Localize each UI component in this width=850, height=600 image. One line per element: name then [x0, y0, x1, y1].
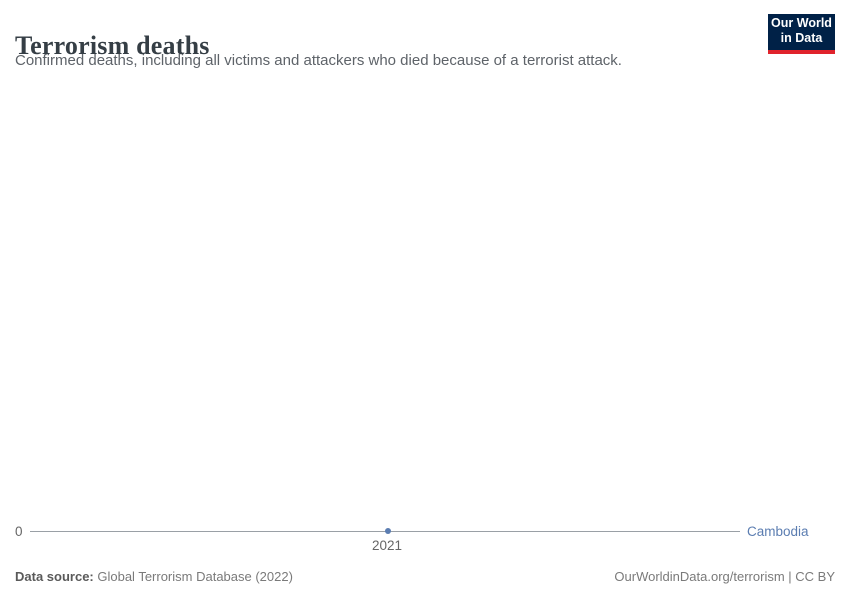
data-source-note: [15, 569, 293, 584]
data-source-value: Global Terrorism Database (2022): [93, 569, 293, 584]
owid-logo-line1: Our World: [771, 16, 832, 30]
data-source-label: Data source:: [15, 569, 94, 584]
x-axis-tick-2021: 2021: [371, 538, 403, 553]
y-axis-zero-label: 0: [15, 524, 23, 539]
chart-subtitle: Confirmed deaths, including all victims and attackers who died because of a terrorist attack.: [15, 52, 622, 69]
data-point-cambodia-2021[interactable]: [385, 528, 391, 534]
owid-credit-link[interactable]: OurWorldinData.org/terrorism | CC BY: [614, 569, 835, 584]
page-title: Terrorism deaths: [15, 31, 210, 61]
series-label-cambodia[interactable]: Cambodia: [747, 524, 809, 539]
owid-logo-line2: in Data: [780, 31, 823, 45]
owid-logo[interactable]: [768, 14, 835, 54]
